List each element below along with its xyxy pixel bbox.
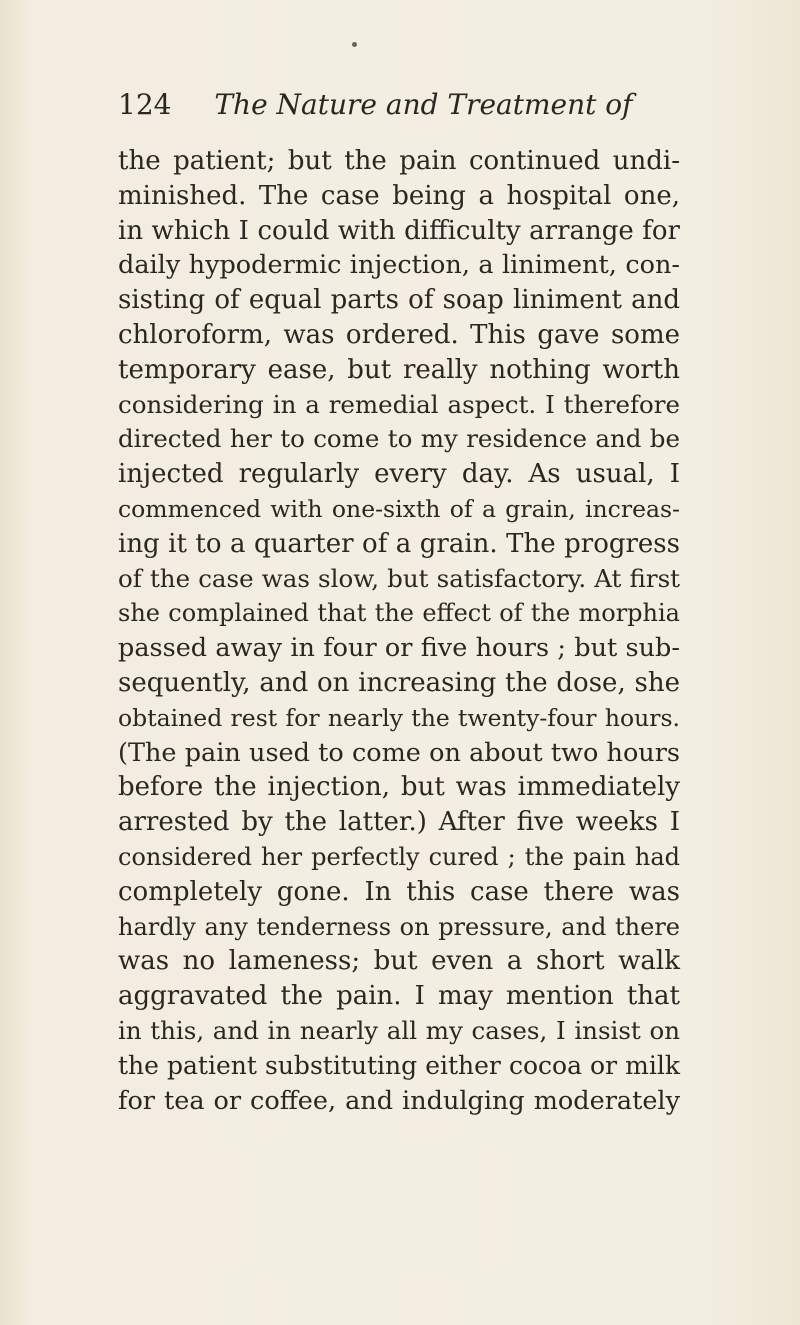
text-line: obtained rest for nearly the twenty-four hours. [118,703,680,732]
text-line: chloroform, was ordered. This gave some [118,319,680,350]
body-text [118,144,680,1118]
text-line: was no lameness; but even a short walk [118,946,680,977]
text-line: ing it to a quarter of a grain. The progress [118,528,680,559]
text-line: of the case was slow, but satisfactory. At first [118,563,680,593]
text-line: for tea or coffee, and indulging moderately [118,1085,680,1116]
text-line: temporary ease, but really nothing worth [118,354,680,385]
text-line: considering in a remedial aspect. I therefore [118,389,680,419]
text-line: arrested by the latter.) After five weeks I [118,807,680,838]
text-line: directed her to come to my residence and be [118,424,680,454]
text-line: injected regularly every day. As usual, I [118,459,680,490]
text-line: commenced with one-sixth of a grain, increas- [118,494,680,523]
text-line: completely gone. In this case there was [118,876,680,907]
text-line: in which I could with difficulty arrange for [118,215,680,246]
ink-speck [352,42,357,47]
text-line: (The pain used to come on about two hours [118,737,680,768]
page-header [118,82,678,128]
running-title: The Nature and Treatment of [214,88,633,121]
text-line: sequently, and on increasing the dose, she [118,667,680,698]
text-line: minished. The case being a hospital one, [118,180,680,211]
text-line: sisting of equal parts of soap liniment and [118,285,680,316]
text-line: in this, and in nearly all my cases, I insist on [118,1015,680,1045]
page-number: 124 [118,88,172,121]
text-line: passed away in four or five hours ; but sub- [118,633,680,664]
text-line: hardly any tenderness on pressure, and there [118,912,680,941]
text-line: before the injection, but was immediately [118,772,680,803]
text-line: daily hypodermic injection, a liniment, con- [118,250,680,281]
text-line: aggravated the pain. I may mention that [118,981,680,1012]
text-line: she complained that the effect of the morphia [118,599,680,628]
text-line: the patient; but the pain continued undi- [118,146,680,176]
text-line: the patient substituting either cocoa or milk [118,1050,680,1080]
text-line: considered her perfectly cured ; the pain had [118,842,680,871]
